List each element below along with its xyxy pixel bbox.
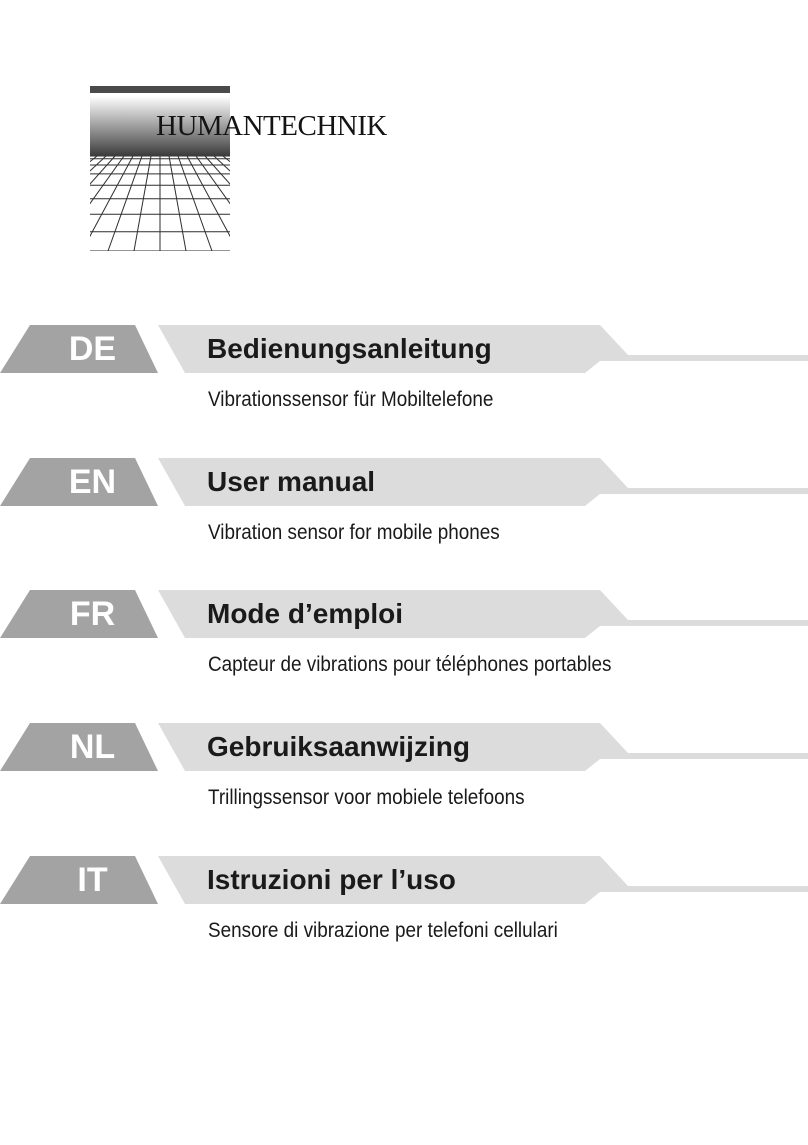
manual-subtitle: Vibration sensor for mobile phones [208,521,500,544]
manual-subtitle: Trillingssensor voor mobiele telefoons [208,786,525,809]
manual-title: Mode d’emploi [207,598,403,629]
brand-name: HUMANTECHNIK [156,110,387,142]
section-de [0,325,808,435]
language-code: FR [69,595,116,633]
language-code: IT [77,861,108,899]
section-nl [0,723,808,833]
section-fr [0,590,808,700]
language-code: EN [68,463,117,501]
manual-subtitle: Vibrationssensor für Mobiltelefone [208,388,494,411]
language-code: DE [68,330,117,368]
section-en [0,458,808,568]
manual-title: Bedienungsanleitung [207,333,492,364]
manual-title: Gebruiksaanwijzing [207,731,470,762]
manual-title: Istruzioni per l’uso [207,864,456,895]
manual-subtitle: Capteur de vibrations pour téléphones portables [208,653,612,676]
section-it [0,856,808,966]
manual-subtitle: Sensore di vibrazione per telefoni cellulari [208,919,558,942]
language-code: NL [69,728,116,766]
manual-title: User manual [207,466,376,497]
